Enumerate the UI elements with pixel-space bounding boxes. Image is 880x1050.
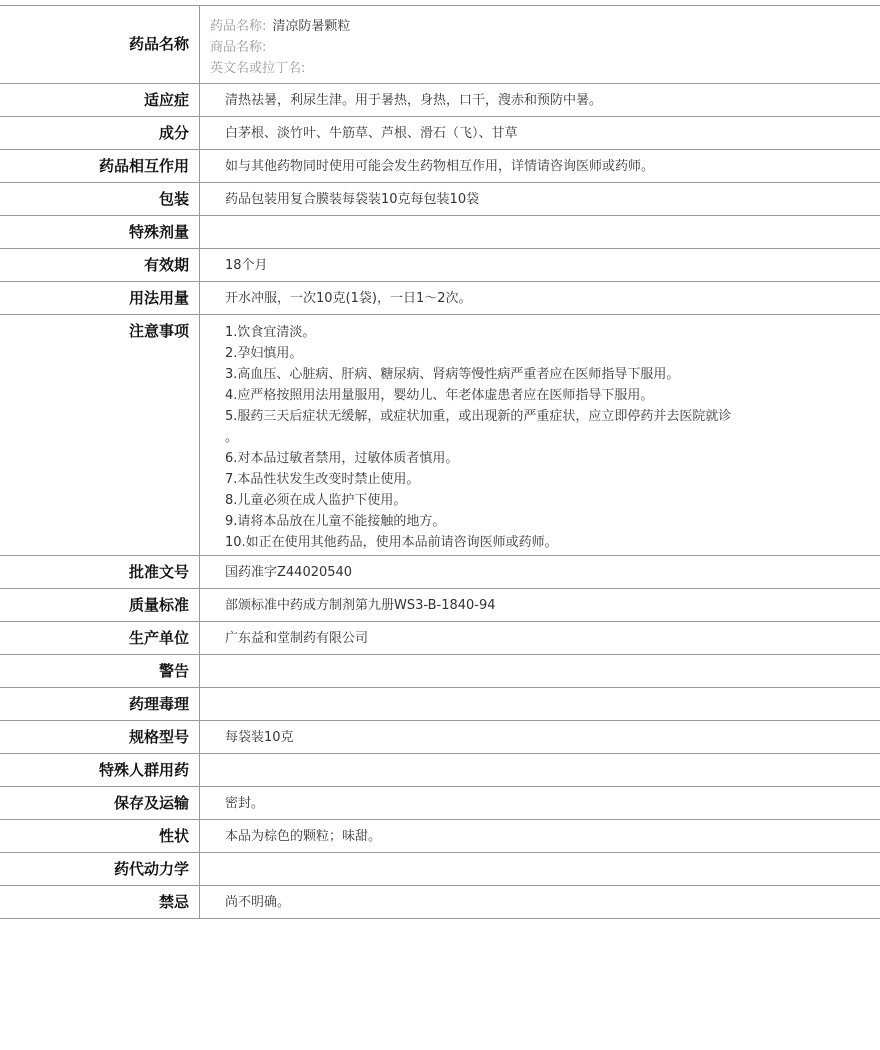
row-approval — [0, 556, 880, 589]
drug-spec-table — [0, 5, 880, 919]
list-item: 2.孕妇慎用。 — [225, 346, 303, 361]
generic-name-label: 药品名称: — [210, 19, 267, 34]
row-label: 特殊剂量 — [0, 216, 200, 248]
list-item: 10.如正在使用其他药品，使用本品前请咨询医师或药师。 — [225, 535, 558, 550]
row-label: 适应症 — [0, 84, 200, 116]
row-value: 药品包装用复合膜装每袋装10克每包装10袋 — [225, 192, 480, 207]
row-value: 本品为棕色的颗粒；味甜。 — [225, 829, 382, 844]
row-label: 成分 — [0, 117, 200, 149]
trade-name-label: 商品名称: — [210, 40, 267, 55]
row-value: 密封。 — [225, 796, 265, 811]
row-label: 药理毒理 — [0, 688, 200, 720]
english-name-label: 英文名或拉丁名: — [210, 61, 306, 76]
row-value: 如与其他药物同时使用可能会发生药物相互作用，详情请咨询医师或药师。 — [225, 159, 655, 174]
row-label: 禁忌 — [0, 886, 200, 918]
row-pharmacokinetics — [0, 853, 880, 886]
row-contraindications — [0, 886, 880, 919]
row-label: 用法用量 — [0, 282, 200, 314]
row-value — [200, 754, 880, 786]
row-packaging — [0, 183, 880, 216]
english-name-line — [210, 58, 880, 79]
row-value: 白茅根、淡竹叶、牛筋草、芦根、滑石（飞）、甘草 — [225, 126, 518, 141]
row-special-population — [0, 754, 880, 787]
row-storage — [0, 787, 880, 820]
drug-name-block — [200, 6, 880, 83]
row-value — [200, 655, 880, 687]
row-label: 生产单位 — [0, 622, 200, 654]
row-label: 注意事项 — [0, 315, 200, 555]
list-item: 4.应严格按照用法用量服用，婴幼儿、年老体虚患者应在医师指导下服用。 — [225, 388, 654, 403]
row-special-dosage — [0, 216, 880, 249]
row-indications — [0, 84, 880, 117]
row-label: 药代动力学 — [0, 853, 200, 885]
precautions-list — [200, 315, 880, 555]
generic-name-line — [210, 16, 880, 37]
row-label: 警告 — [0, 655, 200, 687]
list-item: 1.饮食宜清淡。 — [225, 325, 316, 340]
list-item: 。 — [225, 430, 239, 445]
row-value: 开水冲服，一次10克(1袋)，一日1～2次。 — [225, 291, 472, 306]
trade-name-line — [210, 37, 880, 58]
row-value: 清热祛暑，利尿生津。用于暑热，身热，口干，溲赤和预防中暑。 — [225, 93, 603, 108]
row-label: 有效期 — [0, 249, 200, 281]
list-item: 5.服药三天后症状无缓解，或症状加重，或出现新的严重症状，应立即停药并去医院就诊 — [225, 409, 732, 424]
list-item: 3.高血压、心脏病、肝病、糖尿病、肾病等慢性病严重者应在医师指导下服用。 — [225, 367, 680, 382]
row-label: 药品相互作用 — [0, 150, 200, 182]
row-value — [200, 216, 880, 248]
row-value: 尚不明确。 — [225, 895, 291, 910]
row-interactions — [0, 150, 880, 183]
row-value — [200, 688, 880, 720]
row-usage — [0, 282, 880, 315]
row-label: 保存及运输 — [0, 787, 200, 819]
row-value: 18个月 — [225, 258, 268, 273]
row-label: 规格型号 — [0, 721, 200, 753]
row-label: 特殊人群用药 — [0, 754, 200, 786]
row-precautions — [0, 315, 880, 556]
row-value: 部颁标准中药成方制剂第九册WS3-B-1840-94 — [225, 598, 496, 613]
row-label: 药品名称 — [0, 6, 200, 83]
row-appearance — [0, 820, 880, 853]
row-ingredients — [0, 117, 880, 150]
row-value: 广东益和堂制药有限公司 — [225, 631, 369, 646]
row-label: 性状 — [0, 820, 200, 852]
list-item: 9.请将本品放在儿童不能接触的地方。 — [225, 514, 446, 529]
row-label: 批准文号 — [0, 556, 200, 588]
row-drug-name — [0, 5, 880, 84]
row-manufacturer — [0, 622, 880, 655]
generic-name-value: 清凉防暑颗粒 — [272, 19, 351, 34]
list-item: 6.对本品过敏者禁用，过敏体质者慎用。 — [225, 451, 459, 466]
row-label: 质量标准 — [0, 589, 200, 621]
row-value — [200, 853, 880, 885]
row-pharmacology — [0, 688, 880, 721]
row-warning — [0, 655, 880, 688]
list-item: 8.儿童必须在成人监护下使用。 — [225, 493, 407, 508]
row-value: 每袋装10克 — [225, 730, 294, 745]
list-item: 7.本品性状发生改变时禁止使用。 — [225, 472, 420, 487]
row-standard — [0, 589, 880, 622]
row-shelf-life — [0, 249, 880, 282]
row-specification — [0, 721, 880, 754]
row-value: 国药准字Z44020540 — [225, 565, 353, 580]
row-label: 包装 — [0, 183, 200, 215]
